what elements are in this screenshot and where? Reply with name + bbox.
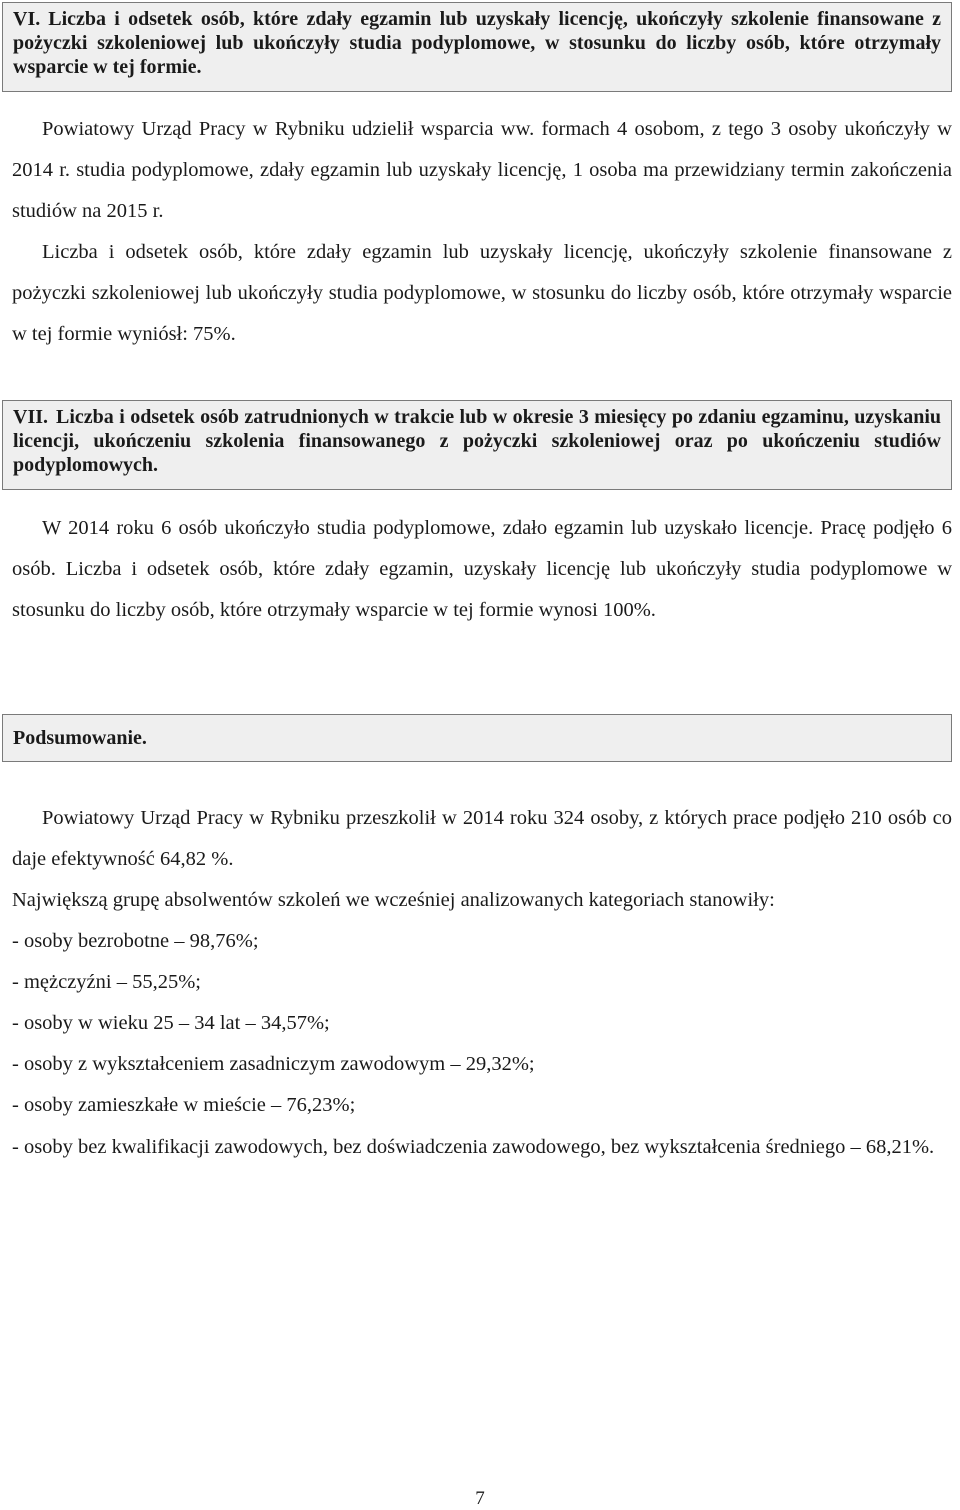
- summary-list-item: - osoby w wieku 25 – 34 lat – 34,57%;: [12, 1012, 330, 1034]
- summary-list-item: - osoby zamieszkałe w mieście – 76,23%;: [12, 1094, 356, 1116]
- section-vi-heading-text: Liczba i odsetek osób, które zdały egzamin lub uzyskały licencję, ukończyły szkolenie finansowane z pożyczki szkoleniowej lub ukończyły studia podyplomowe, w stosunku do liczby osób, które otrzymały wsparcie w tej formie.: [13, 8, 941, 78]
- summary-list-item: - mężczyźni – 55,25%;: [12, 971, 201, 993]
- page-number: 7: [475, 1488, 485, 1509]
- summary-heading-text: Podsumowanie.: [13, 727, 147, 749]
- section-vii-number: VII.: [13, 406, 49, 428]
- summary-paragraph-1: Powiatowy Urząd Pracy w Rybniku przeszkolił w 2014 roku 324 osoby, z których prace podjęło 210 osób co daje efektywność 64,82 %.: [12, 807, 952, 870]
- summary-list-item: - osoby bez kwalifikacji zawodowych, bez doświadczenia zawodowego, bez wykształcenia średniego – 68,21%.: [12, 1136, 935, 1158]
- section-vi-paragraph-2: Liczba i odsetek osób, które zdały egzamin lub uzyskały licencję, ukończyły szkolenie finansowane z pożyczki szkoleniowej lub ukończyły studia podyplomowe, w stosunku do liczby osób, które otrzymały wsparcie w tej formie wyniósł: 75%.: [12, 241, 952, 345]
- summary-paragraph-2: Największą grupę absolwentów szkoleń we wcześniej analizowanych kategoriach stanowiły:: [12, 889, 775, 911]
- summary-list-item: - osoby z wykształceniem zasadniczym zawodowym – 29,32%;: [12, 1053, 535, 1075]
- section-vi-paragraph-1: Powiatowy Urząd Pracy w Rybniku udzielił wsparcia ww. formach 4 osobom, z tego 3 osoby ukończyły w 2014 r. studia podyplomowe, zdały egzamin lub uzyskały licencję, 1 osoba ma przewidziany termin zakończenia studiów na 2015 r.: [12, 118, 952, 222]
- section-vi-heading: [2, 2, 952, 92]
- section-vi-number: VI.: [13, 8, 41, 30]
- section-vii-heading-text: Liczba i odsetek osób zatrudnionych w trakcie lub w okresie 3 miesięcy po zdaniu egzaminu, uzyskaniu licencji, ukończeniu szkolenia finansowanego z pożyczki szkoleniowej oraz po ukończeniu studiów podyplomowych.: [13, 406, 941, 476]
- summary-heading: [2, 714, 952, 762]
- section-vii-heading: [2, 400, 952, 490]
- summary-list-item: - osoby bezrobotne – 98,76%;: [12, 930, 259, 952]
- section-vii-paragraph: W 2014 roku 6 osób ukończyło studia podyplomowe, zdało egzamin lub uzyskało licencje. Pracę podjęło 6 osób. Liczba i odsetek osób, które zdały egzamin, uzyskały licencję lub ukończyły studia podyplomowe w stosunku do liczby osób, które otrzymały wsparcie w tej formie wynosi 100%.: [12, 517, 952, 621]
